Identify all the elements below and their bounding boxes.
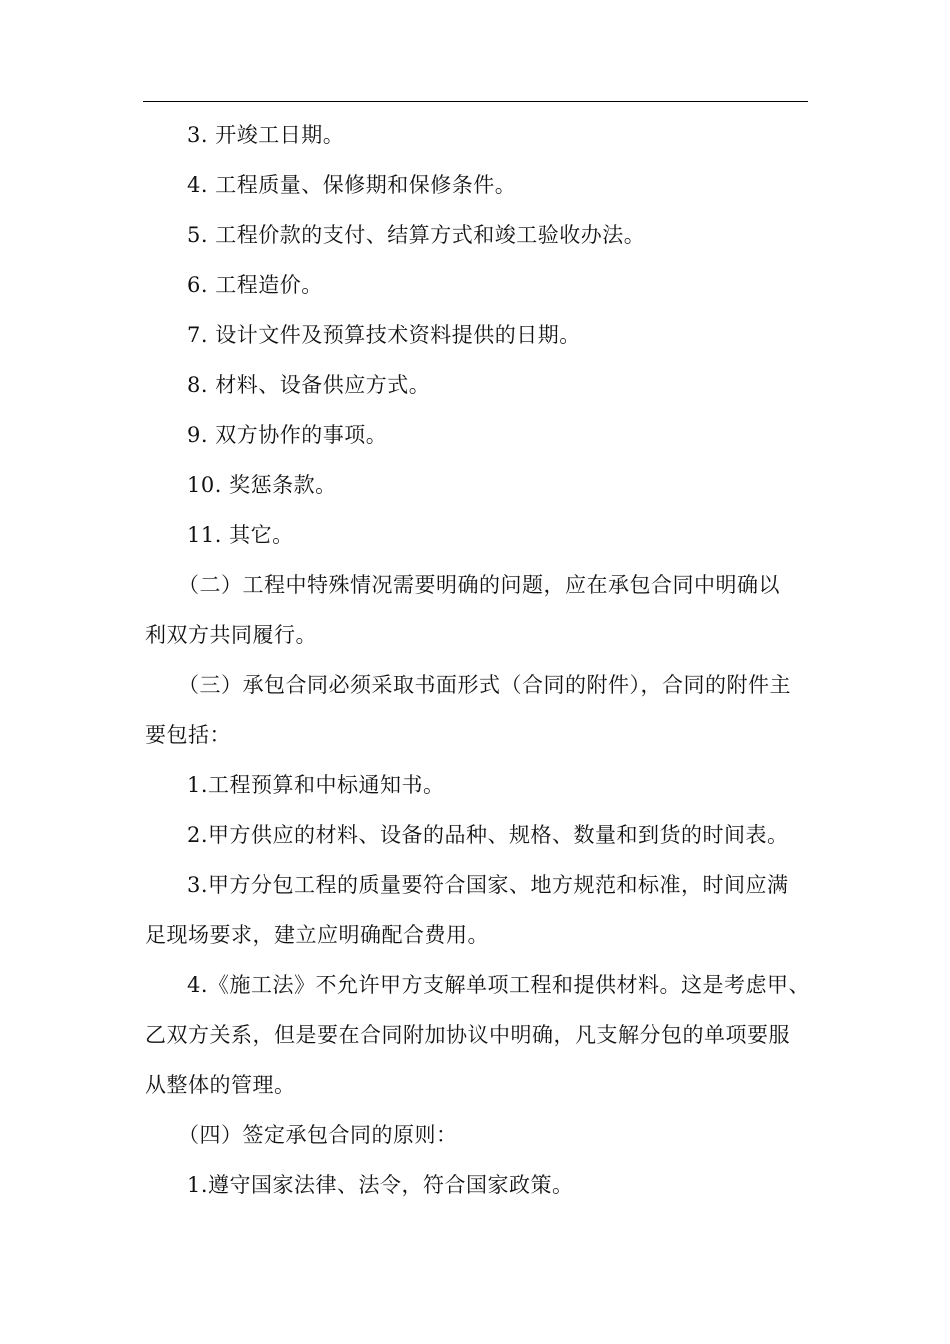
paragraph-line: 从整体的管理。 (145, 1073, 296, 1097)
list-item: 1.遵守国家法律、法令，符合国家政策。 (187, 1173, 574, 1197)
list-item: 3.甲方分包工程的质量要符合国家、地方规范和标准，时间应满 (187, 873, 789, 897)
paragraph-line: 足现场要求，建立应明确配合费用。 (145, 923, 489, 947)
list-item: 10. 奖惩条款。 (187, 473, 337, 497)
list-item: 11. 其它。 (187, 523, 294, 547)
list-item: 4. 工程质量、保修期和保修条件。 (187, 173, 517, 197)
list-item: 7. 设计文件及预算技术资料提供的日期。 (187, 323, 581, 347)
list-item: 2.甲方供应的材料、设备的品种、规格、数量和到货的时间表。 (187, 823, 789, 847)
list-item: 6. 工程造价。 (187, 273, 323, 297)
list-item: 3. 开竣工日期。 (187, 123, 345, 147)
list-item: 8. 材料、设备供应方式。 (187, 373, 431, 397)
paragraph-line: （二）工程中特殊情况需要明确的问题，应在承包合同中明确以 (178, 573, 780, 597)
paragraph-line: 要包括： (145, 723, 231, 747)
paragraph-line: （四）签定承包合同的原则： (178, 1123, 458, 1147)
list-item: 5. 工程价款的支付、结算方式和竣工验收办法。 (187, 223, 646, 247)
paragraph-line: 利双方共同履行。 (145, 623, 317, 647)
list-item: 9. 双方协作的事项。 (187, 423, 388, 447)
list-item: 1.工程预算和中标通知书。 (187, 773, 445, 797)
paragraph-line: 乙双方关系，但是要在合同附加协议中明确，凡支解分包的单项要服 (145, 1023, 790, 1047)
list-item: 4.《施工法》不允许甲方支解单项工程和提供材料。这是考虑甲、 (187, 973, 811, 997)
paragraph-line: （三）承包合同必须采取书面形式（合同的附件），合同的附件主 (178, 673, 791, 697)
